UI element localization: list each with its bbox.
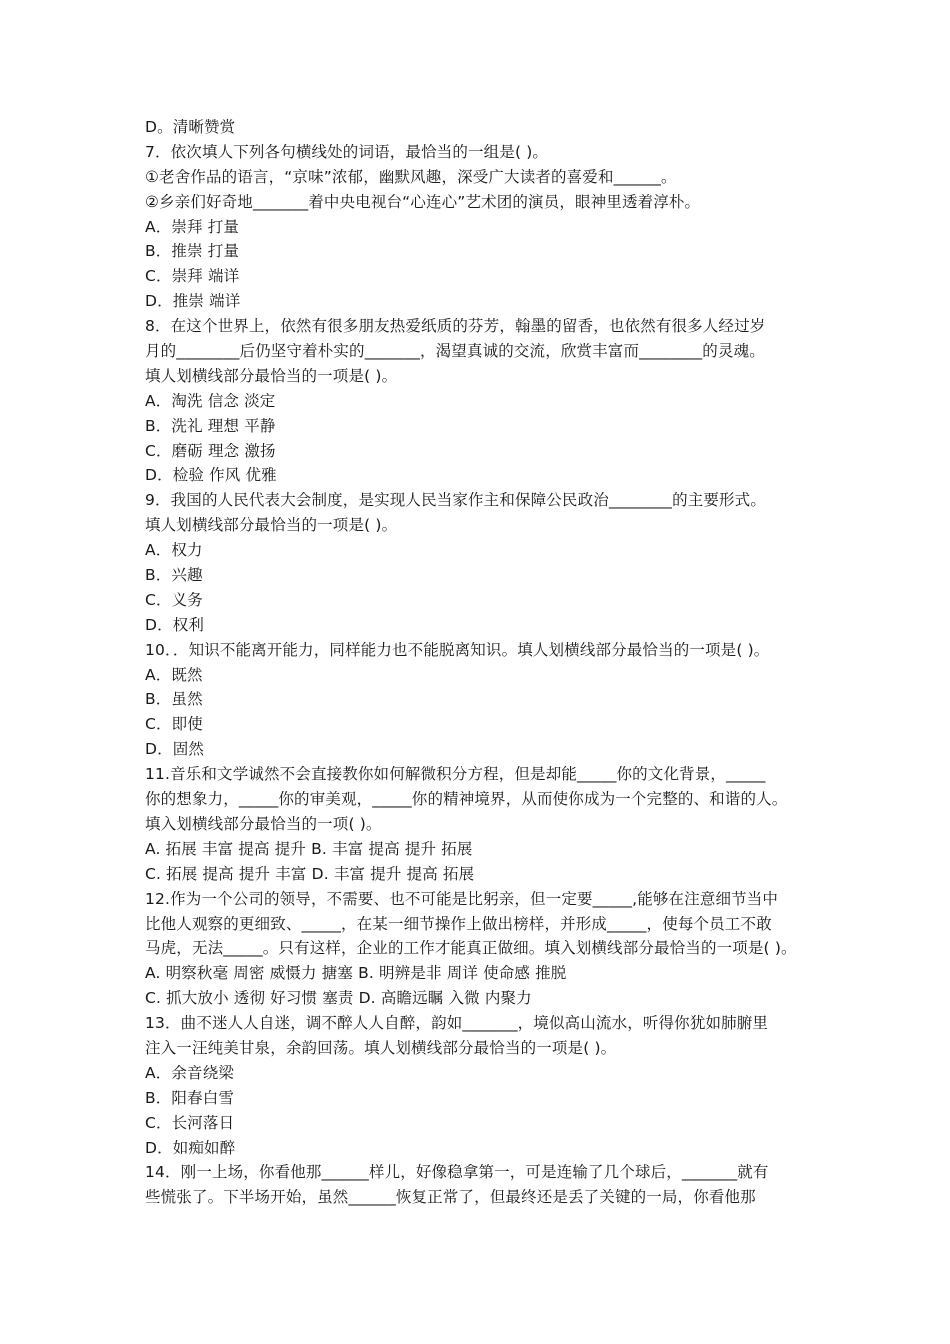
option-line: D．如痴如醉	[145, 1138, 236, 1157]
text-line: 填人划横线部分最恰当的一项是( )。	[145, 516, 398, 535]
question-11-stem: 11.音乐和文学诚然不会直接教你如何解微积分方程，但是却能_____你的文化背景，_____	[145, 765, 766, 784]
option-line: C. 拓展 提高 提升 丰富 D. 丰富 提升 提高 拓展	[145, 864, 475, 883]
option-line: C．长河落日	[145, 1113, 235, 1132]
question-10-stem: 10．．知识不能离开能力，同样能力也不能脱离知识。填人划横线部分最恰当的一项是( )。	[145, 640, 770, 659]
question-9-stem: 9．我国的人民代表大会制度，是实现人民当家作主和保障公民政治________的主要形式。	[145, 491, 766, 510]
text-line: 填入划横线部分最恰当的一项( )。	[145, 814, 382, 833]
text-line: 你的想象力，_____你的审美观，_____你的精神境界，从而使你成为一个完整的、和谐的人。	[145, 790, 788, 809]
question-14-stem: 14．刚一上场，你看他那______样儿，好像稳拿第一，可是连输了几个球后，_______就有	[145, 1163, 769, 1182]
option-line: A. 明察秋毫 周密 威慑力 搪塞 B. 明辨是非 周详 使命感 推脱	[145, 964, 567, 983]
question-8-stem: 8．在这个世界上，依然有很多朋友热爱纸质的芬芳，翰墨的留香，也依然有很多人经过岁	[145, 317, 766, 336]
option-line: B．阳春白雪	[145, 1088, 235, 1107]
question-12-stem: 12.作为一个公司的领导，不需要、也不可能是比躬亲，但一定要_____,能够在注意细节当中	[145, 889, 779, 908]
option-line: D．检验 作风 优雅	[145, 466, 277, 485]
text-line: 月的________后仍坚守着朴实的_______，渴望真诚的交流，欣赏丰富而________的灵魂。	[145, 342, 765, 361]
text-line: ②乡亲们好奇地_______着中央电视台“心连心”艺术团的演员，眼神里透着淳朴。	[145, 192, 701, 211]
option-line: A．既然	[145, 665, 203, 684]
option-line: A．崇拜 打量	[145, 217, 240, 236]
option-line: C．磨砺 理念 激扬	[145, 441, 276, 460]
text-line: D。清晰赞赏	[145, 118, 236, 136]
text-line: 注入一汪纯美甘泉，余韵回荡。填人划横线部分最恰当的一项是( )。	[145, 1038, 617, 1057]
option-line: D．推崇 端详	[145, 292, 241, 311]
text-line: ①老舍作品的语言，“京味”浓郁，幽默风趣，深受广大读者的喜爱和______。	[145, 167, 677, 186]
option-line: A．权力	[145, 541, 203, 560]
option-line: C. 抓大放小 透彻 好习惯 塞责 D. 高瞻远瞩 入微 内聚力	[145, 989, 532, 1008]
option-line: D．权利	[145, 615, 205, 634]
question-13-stem: 13．曲不迷人人自迷，调不醉人人自醉，韵如_______，境似高山流水，听得你犹如肺腑里	[145, 1014, 769, 1033]
text-line: 些慌张了。下半场开始，虽然______恢复正常了，但最终还是丢了关键的一局，你看他那	[145, 1188, 756, 1207]
option-line: C．崇拜 端详	[145, 267, 240, 286]
question-7-stem: 7．依次填人下列各句横线处的词语，最恰当的一组是( )。	[145, 142, 549, 161]
option-line: A．淘洗 信念 淡定	[145, 391, 276, 410]
option-line: D．固然	[145, 740, 205, 759]
option-line: B．虽然	[145, 690, 203, 709]
text-line: 马虎，无法_____。只有这样，企业的工作才能真正做细。填入划横线部分最恰当的一项是( )。	[145, 939, 797, 958]
option-line: B．洗礼 理想 平静	[145, 416, 276, 435]
option-line: B．推崇 打量	[145, 242, 240, 261]
option-line: C．即使	[145, 715, 203, 734]
option-line: A．余音绕梁	[145, 1063, 235, 1082]
option-line: B．兴趣	[145, 566, 203, 585]
option-line: A. 拓展 丰富 提高 提升 B. 丰富 提高 提升 拓展	[145, 839, 473, 858]
text-line: 比他人观察的更细致、_____，在某一细节操作上做出榜样，并形成_____，使每个员工不敢	[145, 914, 772, 933]
text-line: 填人划横线部分最恰当的一项是( )。	[145, 366, 398, 385]
document-body	[145, 115, 810, 1210]
option-line: C．义务	[145, 590, 203, 609]
